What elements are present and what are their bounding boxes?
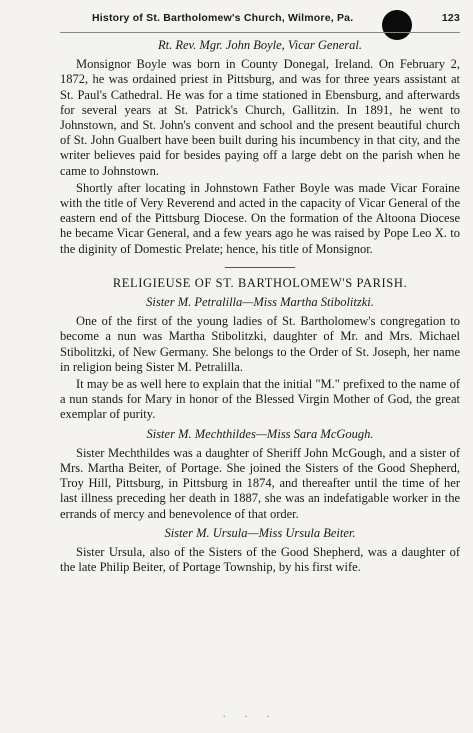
- mechthildes-heading: Sister M. Mechthildes—Miss Sara McGough.: [146, 426, 374, 441]
- page-body: [60, 38, 460, 578]
- section-divider: [225, 267, 295, 268]
- ursula-paragraph-1: Sister Ursula, also of the Sisters of the Good Shepherd, was a daughter of the late Philip Beiter, of Portage Township, by his first wife.: [60, 545, 460, 575]
- boyle-heading: Rt. Rev. Mgr. John Boyle, Vicar General.: [158, 38, 362, 52]
- footer-smudge: · · ·: [222, 712, 278, 723]
- mechthildes-paragraph-1: Sister Mechthildes was a daughter of Sheriff John McGough, and a sister of Mrs. Martha Beiter, of Portage. She joined the Sisters of the Good Shepherd, Troy Hill, Pittsburg, in Pittsburg in 1874, and thereafter until the time of her last illness preceding her death in 1887, she was an indefatigable worker in the errands of mercy and benevolence of that order.: [60, 445, 460, 521]
- petralilla-heading: Sister M. Petralilla—Miss Martha Stibolitzki.: [146, 295, 374, 310]
- header-rule: [60, 32, 460, 33]
- religieuse-section-title: RELIGIEUSE OF ST. BARTHOLOMEW'S PARISH.: [112, 275, 408, 290]
- boyle-paragraph-2: Shortly after locating in Johnstown Father Boyle was made Vicar Foraine with the title of Very Reverend and acted in the capacity of Vicar General of the eastern end of the Pittsburg Diocese. On the formation of the Altoona Diocese he became Vicar General, and a few years ago he was raised by Pope Leo X. to the diginity of Domestic Prelate; hence, his title of Monsignor.: [60, 180, 460, 256]
- petralilla-paragraph-2: It may be as well here to explain that the initial "M." prefixed to the name of a nun stands for Mary in honor of the Blessed Virgin Mother of God, the great exemplar of purity.: [60, 377, 460, 422]
- ursula-heading: Sister M. Ursula—Miss Ursula Beiter.: [164, 525, 356, 540]
- petralilla-paragraph-1: One of the first of the young ladies of St. Bartholomew's congregation to become a nun was Martha Stibolitzki, daughter of Mr. and Mrs. Michael Stibolitzki, of New Germany. She belongs to the Order of St. Joseph, her name in religion being Sister M. Petralilla.: [60, 314, 460, 374]
- ink-blot: [382, 10, 412, 40]
- boyle-paragraph-1: Monsignor Boyle was born in County Donegal, Ireland. On February 2, 1872, he was ordained priest in Pittsburg, and was for three years assistant at St. Paul's Cathedral. He was for a time stationed in Ebensburg, and afterwards for several years at St. Patrick's Church, Gallitzin. In 1891, he went to Johnstown, and St. John's convent and school and the present beautiful church of St. John Gualbert have been built during his incumbency in that city, and the writer believes paid for besides paying off a large debt on the parish when he came to Johnstown.: [60, 57, 460, 178]
- page-number: 123: [441, 12, 460, 24]
- running-head-title: History of St. Bartholomew's Church, Wilmore, Pa.: [92, 12, 354, 24]
